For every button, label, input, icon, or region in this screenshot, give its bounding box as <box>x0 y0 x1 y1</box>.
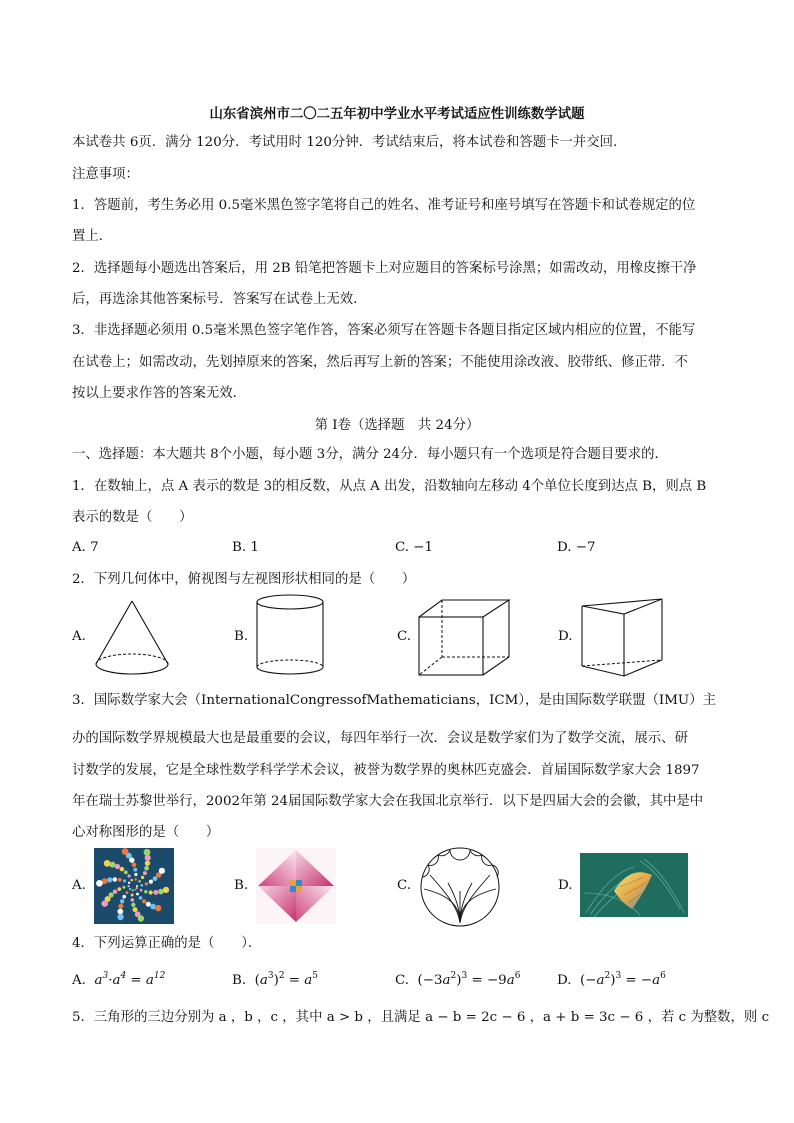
emblem-dot <box>130 898 134 902</box>
q4-label-c: C. <box>395 973 410 988</box>
q1-option-b[interactable]: B. 1 <box>232 540 259 555</box>
emblem-dot <box>107 877 112 882</box>
note-line: 3．非选择题必须用 0.5毫米黑色签字笔作答，答案必须写在答题卡各题目指定区域内相应的位置，不能写 <box>72 323 696 338</box>
emblem-dot <box>138 880 141 883</box>
note-line: 1．答题前，考生务必用 0.5毫米黑色签字笔将自己的姓名、准考证号和座号填写在答题卡和试卷规定的位 <box>72 198 696 213</box>
emblem-dot <box>130 879 133 882</box>
emblem-dot <box>122 886 125 889</box>
q4-label-b: B. <box>232 973 247 988</box>
emblem-dot <box>149 880 153 884</box>
emblem-dot <box>142 899 146 903</box>
emblem-dot <box>149 890 153 894</box>
emblem-dot <box>101 900 108 907</box>
emblem-dot <box>128 874 131 877</box>
page-title: 山东省滨州市二〇二五年初中学业水平考试适应性训练数学试题 <box>209 106 585 122</box>
q2-label-d[interactable]: D. <box>558 629 573 644</box>
note-line: 在试卷上；如需改动，先划掉原来的答案，然后再写上新的答案；不能使用涂改液、胶带纸、修正带．不 <box>72 355 688 370</box>
q3-label-c[interactable]: C. <box>397 878 412 893</box>
q3-label-b[interactable]: B. <box>234 878 249 893</box>
q3-stem-cont: 心对称图形的是（ ） <box>72 825 220 840</box>
q3-label-a[interactable]: A. <box>72 878 86 893</box>
emblem-dot <box>131 894 134 897</box>
q4-label-d: D. <box>557 973 572 988</box>
emblem-dot <box>136 893 139 896</box>
emblem-dot <box>131 903 135 907</box>
emblem-dot <box>132 862 137 867</box>
emblem-dot <box>113 889 117 893</box>
pinwheel-emblem-icon[interactable] <box>256 848 336 924</box>
q2-stem: 2．下列几何体中，俯视图与左视图形状相同的是（ ） <box>72 572 416 587</box>
emblem-dot <box>129 888 131 890</box>
q3-stem: 3．国际数学家大会（InternationalCongressofMathematicians，ICM），是由国际数学联盟（IMU）主 <box>72 693 716 708</box>
note-line: 按以上要求作答的答案无效． <box>72 386 247 401</box>
circle-arcs-emblem-icon[interactable] <box>418 845 502 929</box>
q4-stem: 4．下列运算正确的是（ ）． <box>72 936 262 951</box>
emblem-dot <box>127 885 129 887</box>
q5-stem: 5．三角形的三边分别为 a ，b ，c ，其中 a > b ，且满足 a − b = 2c − 6 ，a + b = 3c − 6 ，若 c 为整数，则 c <box>72 1010 770 1025</box>
emblem-dot <box>150 904 156 910</box>
emblem-dot <box>133 907 138 912</box>
emblem-dot <box>124 870 128 874</box>
cone-icon[interactable] <box>92 598 172 680</box>
emblem-dot <box>104 860 111 867</box>
emblem-dot <box>144 849 151 856</box>
emblem-dot <box>110 862 116 868</box>
emblem-dot <box>117 909 123 915</box>
q2-label-b[interactable]: B. <box>234 629 249 644</box>
triangular-prism-icon[interactable] <box>578 596 666 680</box>
emblem-dot <box>159 868 165 874</box>
cylinder-icon[interactable] <box>254 593 326 679</box>
q4-option-c[interactable] <box>395 971 520 988</box>
emblem-dot <box>145 860 150 865</box>
emblem-dot <box>145 882 148 885</box>
note-line: 置上． <box>72 229 113 244</box>
q1-stem-cont: 表示的数是（ ） <box>72 510 193 525</box>
dot-spiral-emblem-icon[interactable] <box>94 848 174 924</box>
emblem-dot <box>155 905 161 911</box>
emblem-dot <box>144 866 149 871</box>
emblem-dot <box>133 868 137 872</box>
emblem-dot <box>143 871 147 875</box>
emblem-dot <box>115 864 120 869</box>
q4-formula-b: $(a^3)^2 = a^5$ <box>250 971 318 988</box>
emblem-dot <box>139 896 143 900</box>
q1-options <box>72 540 732 560</box>
emblem-dot <box>122 848 129 855</box>
q4-options <box>72 971 732 991</box>
emblem-dot <box>153 890 158 895</box>
q2-label-c[interactable]: C. <box>397 629 412 644</box>
q1-stem: 1．在数轴上，点 A 表示的数是 3的相反数，从点 A 出发，沿数轴向左移动 4个单位长度到达点 B，则点 B <box>72 479 707 494</box>
q3-stem-cont: 年在瑞士苏黎世举行，2002年第 24届国际数学家大会在我国北京举行．以下是四届大会的会徽，其中是中 <box>72 794 704 809</box>
emblem-dot <box>134 878 137 881</box>
q2-label-a[interactable]: A. <box>72 629 86 644</box>
emblem-dot <box>140 889 143 892</box>
emblem-dot <box>145 855 151 861</box>
emblem-dot <box>140 884 143 887</box>
emblem-dot <box>136 887 138 889</box>
q1-option-c[interactable]: C. −1 <box>395 540 434 555</box>
notes-heading: 注意事项： <box>72 167 139 182</box>
q4-option-a[interactable] <box>72 971 165 988</box>
emblem-dot <box>113 877 118 882</box>
q3-stem-cont: 办的国际数学界规模最大也是最重要的会议，每四年举行一次．会议是数学家们为了数学交流，展示、研 <box>72 731 688 746</box>
emblem-dot <box>117 914 123 920</box>
emblem-dot <box>132 889 134 891</box>
emblem-dot <box>120 899 124 903</box>
emblem-dot <box>136 885 138 887</box>
emblem-dot <box>134 889 136 891</box>
emblem-dot <box>146 902 151 907</box>
q3-stem-cont: 讨数学的发展，它是全球性数学科学学术会议，被誉为数学界的奥林匹克盛会．首届国际数学家大会 1897 <box>72 763 700 778</box>
emblem-dot <box>96 880 103 887</box>
emblem-dot <box>144 890 147 893</box>
note-line: 2．选择题每小题选出答案后，用 2B 铅笔把答题卡上对应题目的答案标号涂黑；如需改动，用橡皮擦干净 <box>72 261 697 276</box>
emblem-dot <box>138 915 144 921</box>
emblem-dot <box>158 889 164 895</box>
green-surface-emblem-icon[interactable] <box>580 853 688 917</box>
emblem-dot <box>118 904 123 909</box>
q4-option-b[interactable] <box>232 971 318 988</box>
q4-option-d[interactable] <box>557 971 666 988</box>
emblem-dot <box>134 873 137 876</box>
emblem-dot <box>123 879 126 882</box>
emblem-dot <box>163 887 169 893</box>
cube-icon[interactable] <box>416 597 516 679</box>
q4-formula-c: $(-3a^2)^3 = -9a^6$ <box>413 971 521 988</box>
section-title: 第 I卷（选择题 共 24分） <box>314 418 480 433</box>
emblem-dot <box>117 887 121 891</box>
emblem-dot <box>153 876 158 881</box>
emblem-dot <box>118 878 122 882</box>
q4-formula-a: $a^3\cdot a^4 = a^{12}$ <box>90 971 166 988</box>
emblem-dot <box>128 882 130 884</box>
q3-label-d[interactable]: D. <box>558 878 573 893</box>
emblem-dot <box>125 891 128 894</box>
note-line: 后，再选涂其他答案标号．答案写在试卷上无效． <box>72 292 367 307</box>
q1-option-d[interactable]: D. −7 <box>557 540 596 555</box>
emblem-dot <box>120 867 125 872</box>
emblem-dot <box>141 876 144 879</box>
q1-option-a[interactable]: A. 7 <box>72 540 99 555</box>
emblem-dot <box>122 895 126 899</box>
q4-label-a: A. <box>72 973 86 988</box>
q4-formula-d: $(-a^2)^3 = -a^6$ <box>575 971 666 988</box>
intro-text: 本试卷共 6页．满分 120分．考试用时 120分钟．考试结束后，将本试卷和答题卡一并交回． <box>72 135 627 150</box>
part1-heading: 一、选择题：本大题共 8个小题，每小题 3分，满分 24分．每小题只有一个选项是符合题目要求的． <box>72 447 668 462</box>
